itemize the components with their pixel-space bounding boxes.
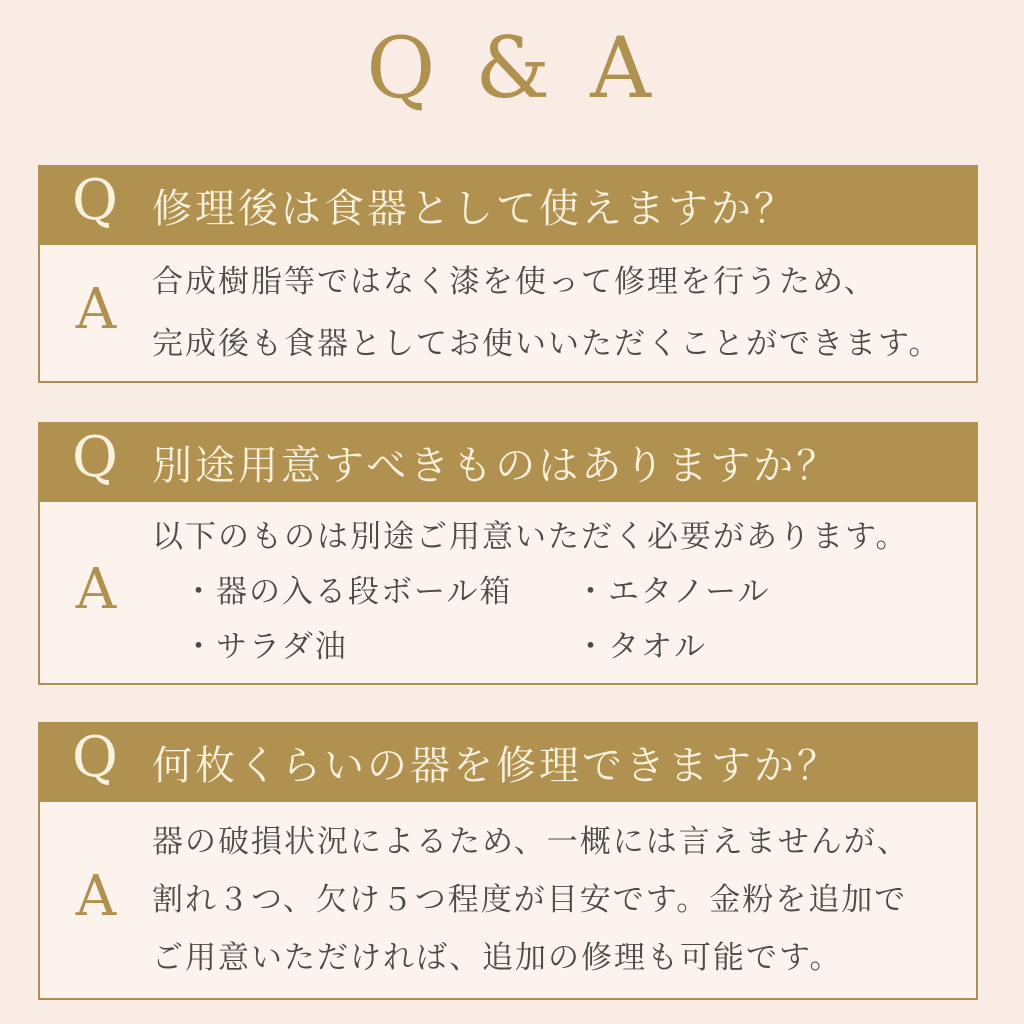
bullet-row [152,620,958,675]
answer-body [38,245,978,383]
question-text: 別途用意すべきものはありますか？ [152,442,840,489]
answer-line: 器の破損状況によるため、一概には言えませんが、 [152,824,910,860]
question-header [38,722,978,802]
bullet-item: ・エタノール [575,574,771,610]
q-initial: Q [72,725,118,790]
a-initial: A [75,864,117,929]
answer-text [152,813,976,987]
answer-text [152,510,976,675]
qa-block-repair-use [38,165,978,383]
q-initial: Q [72,425,118,490]
bullet-item: ・タオル [575,629,707,665]
q-initial: Q [72,168,118,233]
question-header [38,422,978,502]
answer-body [38,802,978,1000]
question-text: 修理後は食器として使えますか？ [152,185,797,232]
bullet-item: ・器の入る段ボール箱 [183,574,513,610]
answer-line: ご用意いただければ、追加の修理も可能です。 [152,940,843,976]
answer-body [38,502,978,685]
answer-line: 割れ３つ、欠け５つ程度が目安です。金粉を追加で [152,882,908,918]
answer-intro: 以下のものは別途ご用意いただく必要があります。 [152,519,909,555]
qa-block-items-needed [38,422,978,685]
qa-block-how-many [38,722,978,1000]
question-header [38,165,978,245]
bullet-row [152,565,958,620]
answer-text [152,251,976,375]
a-initial: A [75,277,117,342]
bullet-item: ・サラダ油 [183,629,348,665]
answer-line: 合成樹脂等ではなく漆を使って修理を行うため、 [152,264,877,300]
answer-line: 完成後も食器としてお使いいただくことができます。 [152,326,942,362]
question-text: 何枚くらいの器を修理できますか？ [152,742,840,789]
page-title: Q & A [366,19,658,117]
a-initial: A [75,556,117,622]
